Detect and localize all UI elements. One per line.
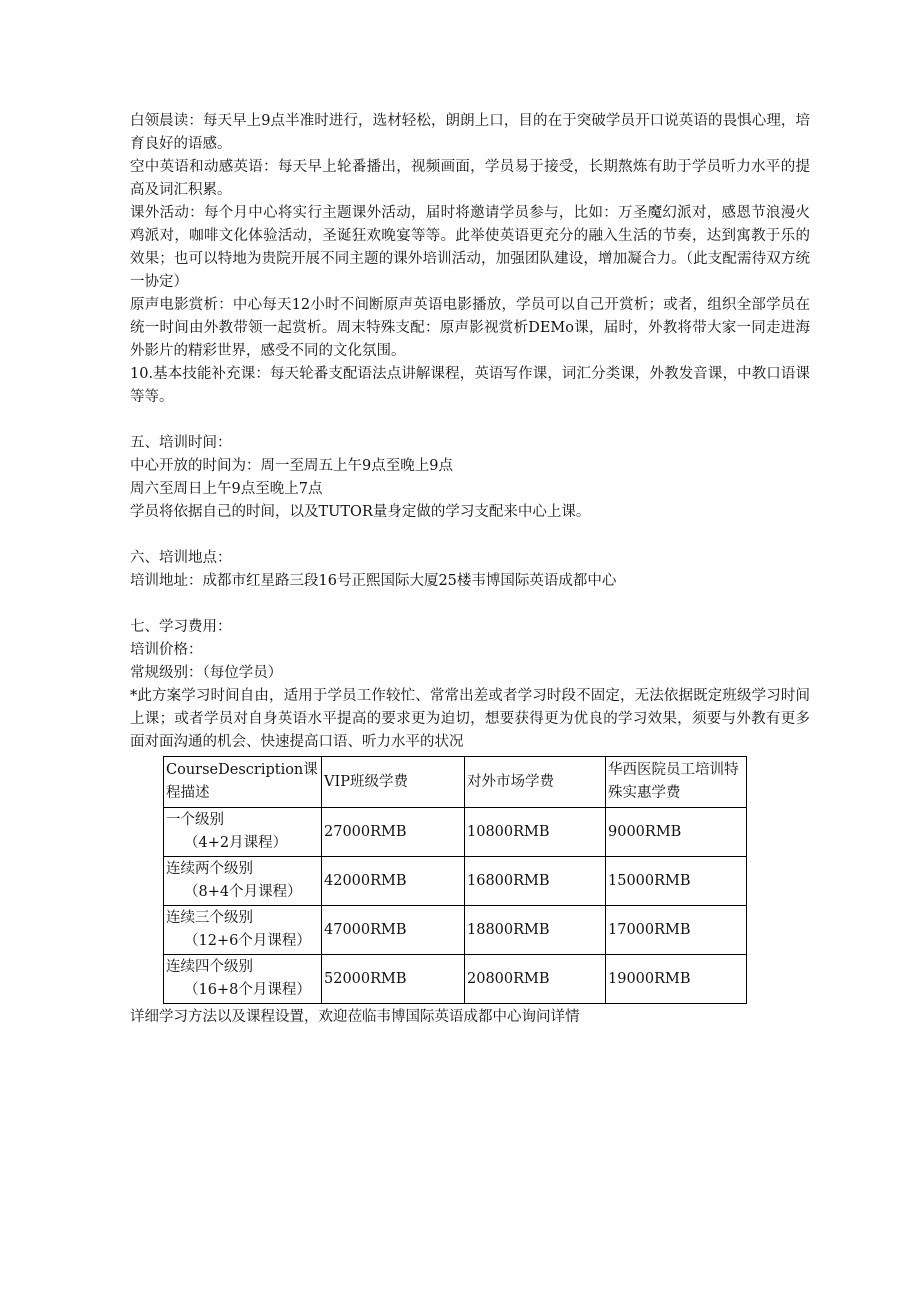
section7-note: *此方案学习时间自由，适用于学员工作较忙、常常出差或者学习时段不固定，无法依据既定班级学习时间上课；或者学员对自身英语水平提高的要求更为迫切，想要获得更为优良的学习效果，须要与外教有更多面对面沟通的机会、快速提高口语、听力水平的状况: [130, 688, 810, 750]
section5-heading: 五、培训时间：: [130, 435, 232, 451]
header-staff-fee: 华西医院员工培训特殊实惠学费: [606, 757, 747, 808]
section7-line: 培训价格：: [130, 642, 203, 658]
section6-address: 培训地址：成都市红星路三段16号正熙国际大厦25楼韦博国际英语成都中心: [130, 573, 617, 589]
cell-vip-fee: 52000RMB: [322, 955, 465, 1004]
header-vip-fee: VIP班级学费: [322, 757, 465, 808]
paragraph-basic-skills: 10.基本技能补充课：每天轮番支配语法点讲解课程，英语写作课，词汇分类课，外教发音课，中教口语课等等。: [130, 366, 810, 405]
cell-market-fee: 16800RMB: [465, 857, 606, 906]
section5-line: 中心开放的时间为：周一至周五上午9点至晚上9点: [130, 458, 453, 474]
course-duration: （4+2月课程）: [184, 835, 288, 851]
cell-staff-fee: 15000RMB: [606, 857, 747, 906]
paragraph-morning-reading: 白领晨读：每天早上9点半准时进行，选材轻松，朗朗上口，目的在于突破学员开口说英语的畏惧心理，培育良好的语感。: [130, 113, 810, 152]
cell-market-fee: 20800RMB: [465, 955, 606, 1004]
paragraph-movie-appreciation: 原声电影赏析：中心每天12小时不间断原声英语电影播放，学员可以自己开赏析；或者，组织全部学员在统一时间由外教带领一起赏析。周末特殊支配：原声影视赏析DEMo课，届时，外教将带大家一同走进海外影片的精彩世界，感受不同的文化氛围。: [130, 297, 810, 359]
cell-course: [164, 906, 322, 955]
cell-market-fee: 10800RMB: [465, 808, 606, 857]
course-duration: （8+4个月课程）: [184, 884, 302, 900]
course-level: 连续两个级别: [166, 861, 253, 877]
cell-course: [164, 857, 322, 906]
table-row: [164, 955, 747, 1004]
section7-heading: 七、学习费用：: [130, 619, 232, 635]
cell-course: [164, 955, 322, 1004]
course-duration: （16+8个月课程）: [184, 982, 311, 998]
fee-table-header-row: [164, 757, 747, 808]
course-level: 连续三个级别: [166, 910, 253, 926]
fee-table: [163, 756, 747, 1004]
paragraph-air-english: 空中英语和动感英语：每天早上轮番播出，视频画面，学员易于接受，长期熬炼有助于学员听力水平的提高及词汇积累。: [130, 159, 810, 198]
document-body: [130, 110, 810, 1029]
cell-course: [164, 808, 322, 857]
cell-staff-fee: 17000RMB: [606, 906, 747, 955]
cell-market-fee: 18800RMB: [465, 906, 606, 955]
cell-vip-fee: 47000RMB: [322, 906, 465, 955]
header-market-fee: 对外市场学费: [465, 757, 606, 808]
header-course-description: CourseDescription课程描述: [164, 757, 322, 808]
table-row: [164, 808, 747, 857]
course-level: 一个级别: [166, 812, 224, 828]
section5-line: 周六至周日上午9点至晚上7点: [130, 481, 323, 497]
cell-staff-fee: 19000RMB: [606, 955, 747, 1004]
section5-line: 学员将依据自己的时间，以及TUTOR量身定做的学习支配来中心上课。: [130, 504, 591, 520]
table-row: [164, 906, 747, 955]
cell-vip-fee: 27000RMB: [322, 808, 465, 857]
table-row: [164, 857, 747, 906]
closing-line: 详细学习方法以及课程设置，欢迎莅临韦博国际英语成都中心询问详情: [130, 1009, 580, 1025]
course-duration: （12+6个月课程）: [184, 933, 311, 949]
paragraph-extracurricular: 课外活动：每个月中心将实行主题课外活动，届时将邀请学员参与，比如：万圣魔幻派对，感恩节浪漫火鸡派对，咖啡文化体验活动，圣诞狂欢晚宴等等。此举使英语更充分的融入生活的节奏，达到寓教于乐的效果；也可以特地为贵院开展不同主题的课外培训活动，加强团队建设，增加凝合力。（此支配需待双方统一协定）: [130, 205, 810, 290]
section6-heading: 六、培训地点：: [130, 550, 232, 566]
course-level: 连续四个级别: [166, 959, 253, 975]
cell-staff-fee: 9000RMB: [606, 808, 747, 857]
cell-vip-fee: 42000RMB: [322, 857, 465, 906]
section7-line: 常规级别：（每位学员）: [130, 665, 283, 681]
